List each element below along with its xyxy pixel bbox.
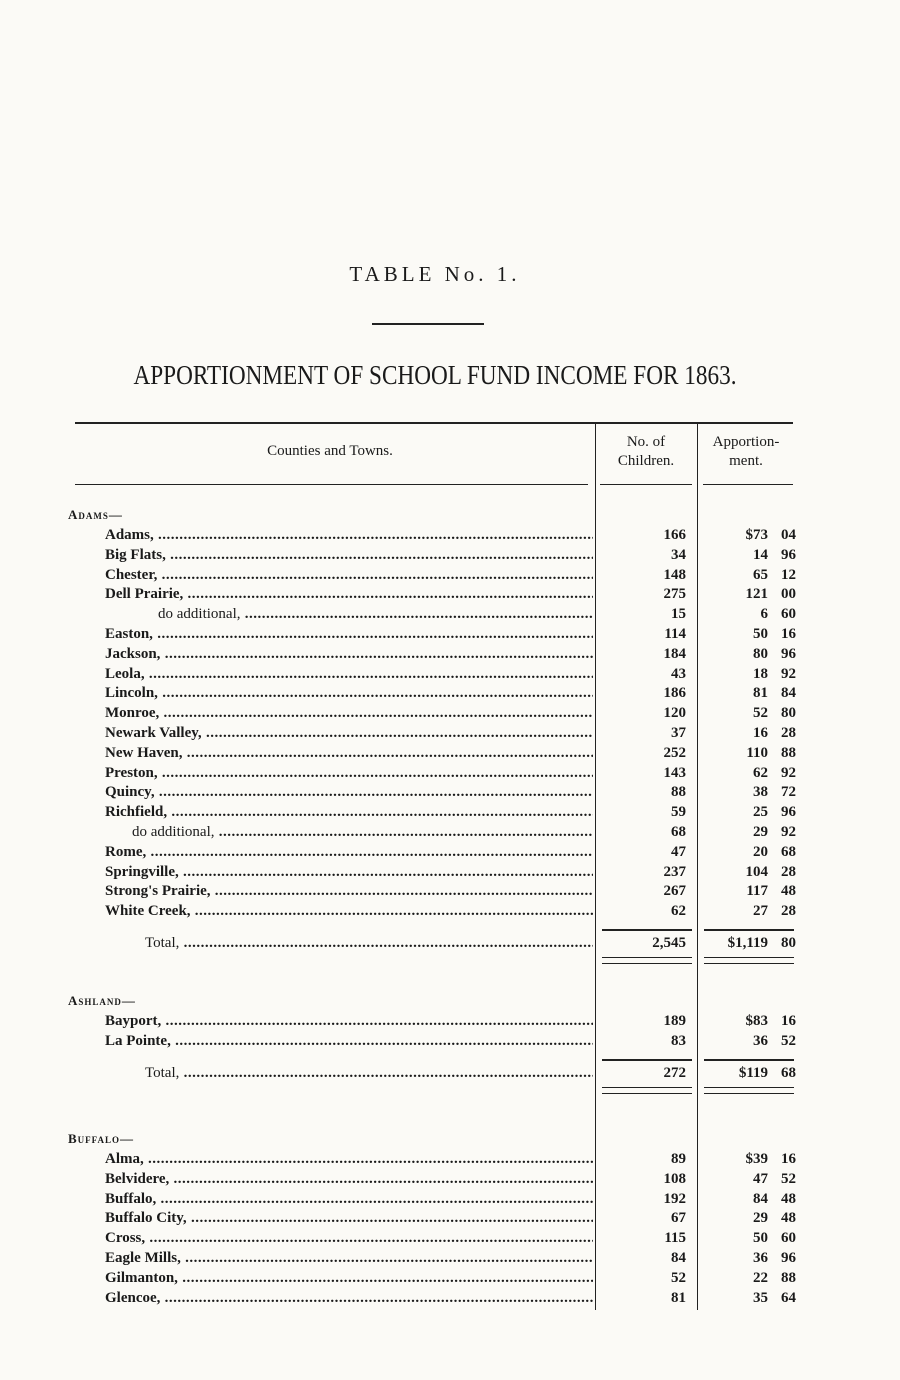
apportionment-dollars: 36 (753, 1250, 768, 1266)
apportionment-dollars: 110 (746, 744, 768, 761)
children-count: 148 (663, 566, 686, 583)
header-rule (703, 484, 793, 485)
apportionment-dollars: 50 (753, 1230, 768, 1247)
total-rule (704, 1059, 794, 1061)
apportionment-cents: 16 (781, 1013, 796, 1029)
town-name: Cross, ..... (105, 1228, 593, 1248)
total-double-rule (704, 957, 794, 958)
children-count: 186 (663, 685, 686, 702)
table-row (0, 525, 900, 545)
town-name: Monroe, ..... (105, 703, 593, 723)
apportionment-cents: 72 (781, 784, 796, 801)
apportionment-dollars: 20 (753, 843, 768, 860)
children-count: 114 (664, 626, 686, 642)
apportionment-cents: 88 (781, 744, 796, 761)
town-name: Big Flats, ..... (105, 545, 593, 565)
town-name: Belvidere, ..... (105, 1169, 593, 1189)
apportionment-dollars: 27 (753, 903, 768, 920)
apportionment-cents: 16 (781, 626, 796, 642)
apportionment-cents: 88 (781, 1269, 796, 1286)
children-count: 108 (663, 1170, 686, 1187)
town-name: Lincoln, ..... (105, 683, 593, 703)
total-rule (704, 929, 794, 931)
town-name: do additional, ..... (158, 604, 593, 624)
apportionment-cents: 60 (781, 606, 796, 623)
town-name: Newark Valley, ..... (105, 723, 593, 743)
apportionment-dollars: 84 (753, 1190, 768, 1207)
total-rule (602, 929, 692, 931)
town-name: Richfield, ..... (105, 802, 593, 822)
apportionment-cents: 80 (781, 705, 796, 722)
apportionment-dollars: 29 (753, 1210, 768, 1227)
header-rule (75, 484, 588, 485)
town-name: Rome, ..... (105, 842, 593, 862)
apportionment-dollars: 81 (753, 685, 768, 702)
table-row (0, 1149, 900, 1169)
apportionment-dollars: 25 (753, 804, 768, 821)
table-row (0, 1248, 900, 1268)
town-name: Easton, ..... (105, 624, 593, 644)
apportionment-dollars: 22 (753, 1269, 768, 1286)
children-count: 166 (663, 527, 686, 543)
apportionment-cents: 00 (781, 586, 796, 603)
table-row (0, 743, 900, 763)
header-children (598, 433, 694, 471)
apportionment-cents: 52 (781, 1032, 796, 1049)
apportionment-cents: 52 (781, 1170, 796, 1187)
table-row (0, 644, 900, 664)
town-name: Buffalo City, ..... (105, 1208, 593, 1228)
children-count: 184 (663, 645, 686, 662)
apportionment-cents: 68 (781, 843, 796, 860)
children-count: 52 (671, 1269, 686, 1286)
table-row (0, 1169, 900, 1189)
children-count: 83 (671, 1032, 686, 1049)
header-apportionment-line2: ment. (729, 453, 763, 469)
table-row (0, 862, 900, 882)
children-count: 37 (671, 725, 686, 741)
apportionment-dollars: 50 (753, 626, 768, 642)
children-count: 43 (671, 665, 686, 682)
children-count: 68 (671, 824, 686, 840)
apportionment-dollars: 65 (753, 566, 768, 583)
town-name: do additional, ..... (132, 822, 593, 842)
table-row (0, 723, 900, 743)
total-label: Total, ..... (145, 1063, 593, 1083)
total-rule (602, 1059, 692, 1061)
apportionment-dollars: 16 (753, 725, 768, 741)
apportionment-cents: 04 (781, 527, 796, 543)
apportionment-dollars: 35 (753, 1289, 768, 1306)
table-row (0, 1268, 900, 1288)
total-double-rule (704, 963, 794, 964)
town-name: Glencoe, ..... (105, 1288, 593, 1308)
table-row (0, 624, 900, 644)
apportionment-cents: 12 (781, 566, 796, 583)
header-counties: Counties and Towns. (267, 443, 393, 459)
apportionment-cents: 84 (781, 685, 796, 702)
apportionment-cents: 96 (781, 645, 796, 662)
town-name: Chester, ..... (105, 565, 593, 585)
apportionment-cents: 48 (781, 1210, 796, 1227)
table-row (0, 763, 900, 783)
apportionment-cents: 60 (781, 1230, 796, 1247)
apportionment-cents: 16 (781, 1151, 796, 1167)
apportionment-cents: 28 (781, 903, 796, 920)
children-count: 81 (671, 1289, 686, 1306)
total-dollars: $1,119 (727, 935, 768, 951)
total-double-rule (602, 1093, 692, 1094)
town-name: Bayport, ..... (105, 1011, 593, 1031)
apportionment-dollars: 121 (745, 586, 768, 603)
table-row (0, 1208, 900, 1228)
apportionment-cents: 28 (781, 725, 796, 741)
apportionment-cents: 64 (781, 1289, 796, 1306)
apportionment-cents: 48 (781, 883, 796, 900)
table-row (0, 1228, 900, 1248)
total-cents: 80 (781, 935, 796, 951)
children-count: 120 (663, 705, 686, 722)
apportionment-dollars: 29 (753, 824, 768, 840)
children-count: 252 (663, 744, 686, 761)
total-double-rule (704, 1087, 794, 1088)
apportionment-cents: 96 (781, 546, 796, 563)
children-count: 143 (663, 764, 686, 781)
town-name: Leola, ..... (105, 664, 593, 684)
apportionment-dollars: 47 (753, 1170, 768, 1187)
total-row (0, 1063, 900, 1083)
apportionment-dollars: 62 (753, 764, 768, 781)
county-heading: Ashland— (68, 993, 136, 1008)
table-row (0, 565, 900, 585)
total-double-rule (602, 963, 692, 964)
header-children-line1: No. of (626, 434, 666, 450)
apportionment-cents: 92 (781, 764, 796, 781)
town-name: Springville, ..... (105, 862, 593, 882)
total-label: Total, ..... (145, 933, 593, 953)
children-count: 62 (671, 903, 686, 920)
apportionment-cents: 96 (781, 804, 796, 821)
header-apportionment-line1: Apportion- (712, 434, 780, 450)
apportionment-cents: 92 (781, 665, 796, 682)
children-count: 267 (663, 883, 686, 900)
table-row (0, 822, 900, 842)
apportionment-dollars: 36 (753, 1032, 768, 1049)
page-title: APPORTIONMENT OF SCHOOL FUND INCOME FOR 1863. (133, 360, 737, 390)
children-count: 115 (664, 1230, 686, 1247)
header-rule (600, 484, 692, 485)
town-name: La Pointe, ..... (105, 1031, 593, 1051)
total-dollars: $119 (738, 1064, 768, 1081)
children-count: 67 (671, 1210, 686, 1227)
apportionment-dollars: 38 (753, 784, 768, 801)
table-row (0, 802, 900, 822)
apportionment-dollars: 14 (753, 546, 768, 563)
apportionment-cents: 28 (781, 863, 796, 880)
town-name: Adams, ..... (105, 525, 593, 545)
town-name: Jackson, ..... (105, 644, 593, 664)
table-row (0, 545, 900, 565)
town-name: White Creek, ..... (105, 901, 593, 921)
total-row (0, 933, 900, 953)
total-double-rule (602, 1087, 692, 1088)
county-heading: Adams— (68, 507, 123, 522)
total-children: 2,545 (652, 935, 686, 951)
children-count: 189 (663, 1013, 686, 1029)
table-row (0, 1011, 900, 1031)
table-row (0, 584, 900, 604)
children-count: 88 (671, 784, 686, 801)
apportionment-dollars: 80 (753, 645, 768, 662)
children-count: 192 (663, 1190, 686, 1207)
title-divider (372, 323, 484, 325)
table-top-rule (75, 422, 793, 424)
apportionment-cents: 48 (781, 1190, 796, 1207)
table-row (0, 782, 900, 802)
town-name: New Haven, ..... (105, 743, 593, 763)
apportionment-dollars: 104 (745, 863, 768, 880)
apportionment-dollars: 52 (753, 705, 768, 722)
town-name: Strong's Prairie, ..... (105, 881, 593, 901)
town-name: Alma, ..... (105, 1149, 593, 1169)
table-row (0, 842, 900, 862)
children-count: 275 (663, 586, 686, 603)
table-row (0, 1031, 900, 1051)
table-row (0, 664, 900, 684)
children-count: 89 (671, 1151, 686, 1167)
children-count: 34 (671, 546, 686, 563)
children-count: 47 (671, 843, 686, 860)
children-count: 237 (663, 863, 686, 880)
children-count: 84 (671, 1250, 686, 1266)
header-apportionment (700, 433, 792, 471)
apportionment-cents: 92 (781, 824, 796, 840)
table-row (0, 1189, 900, 1209)
town-name: Quincy, ..... (105, 782, 593, 802)
header-children-line2: Children. (617, 453, 675, 469)
town-name: Eagle Mills, ..... (105, 1248, 593, 1268)
total-double-rule (602, 957, 692, 958)
table-row (0, 901, 900, 921)
table-row (0, 1288, 900, 1308)
apportionment-dollars: $39 (745, 1151, 768, 1167)
total-double-rule (704, 1093, 794, 1094)
town-name: Preston, ..... (105, 763, 593, 783)
apportionment-cents: 96 (781, 1250, 796, 1266)
table-row (0, 703, 900, 723)
children-count: 59 (671, 804, 686, 821)
county-heading: Buffalo— (68, 1131, 135, 1146)
total-cents: 68 (781, 1064, 796, 1081)
table-row (0, 881, 900, 901)
table-row (0, 683, 900, 703)
apportionment-dollars: $73 (745, 527, 768, 543)
children-count: 15 (671, 606, 686, 623)
table-row (0, 604, 900, 624)
apportionment-dollars: 117 (746, 883, 768, 900)
town-name: Gilmanton, ..... (105, 1268, 593, 1288)
apportionment-dollars: 6 (760, 606, 768, 623)
total-children: 272 (663, 1064, 686, 1081)
table-number: TABLE No. 1. (349, 262, 521, 286)
town-name: Buffalo, ..... (105, 1189, 593, 1209)
town-name: Dell Prairie, ..... (105, 584, 593, 604)
apportionment-dollars: $83 (745, 1013, 768, 1029)
apportionment-dollars: 18 (753, 665, 768, 682)
